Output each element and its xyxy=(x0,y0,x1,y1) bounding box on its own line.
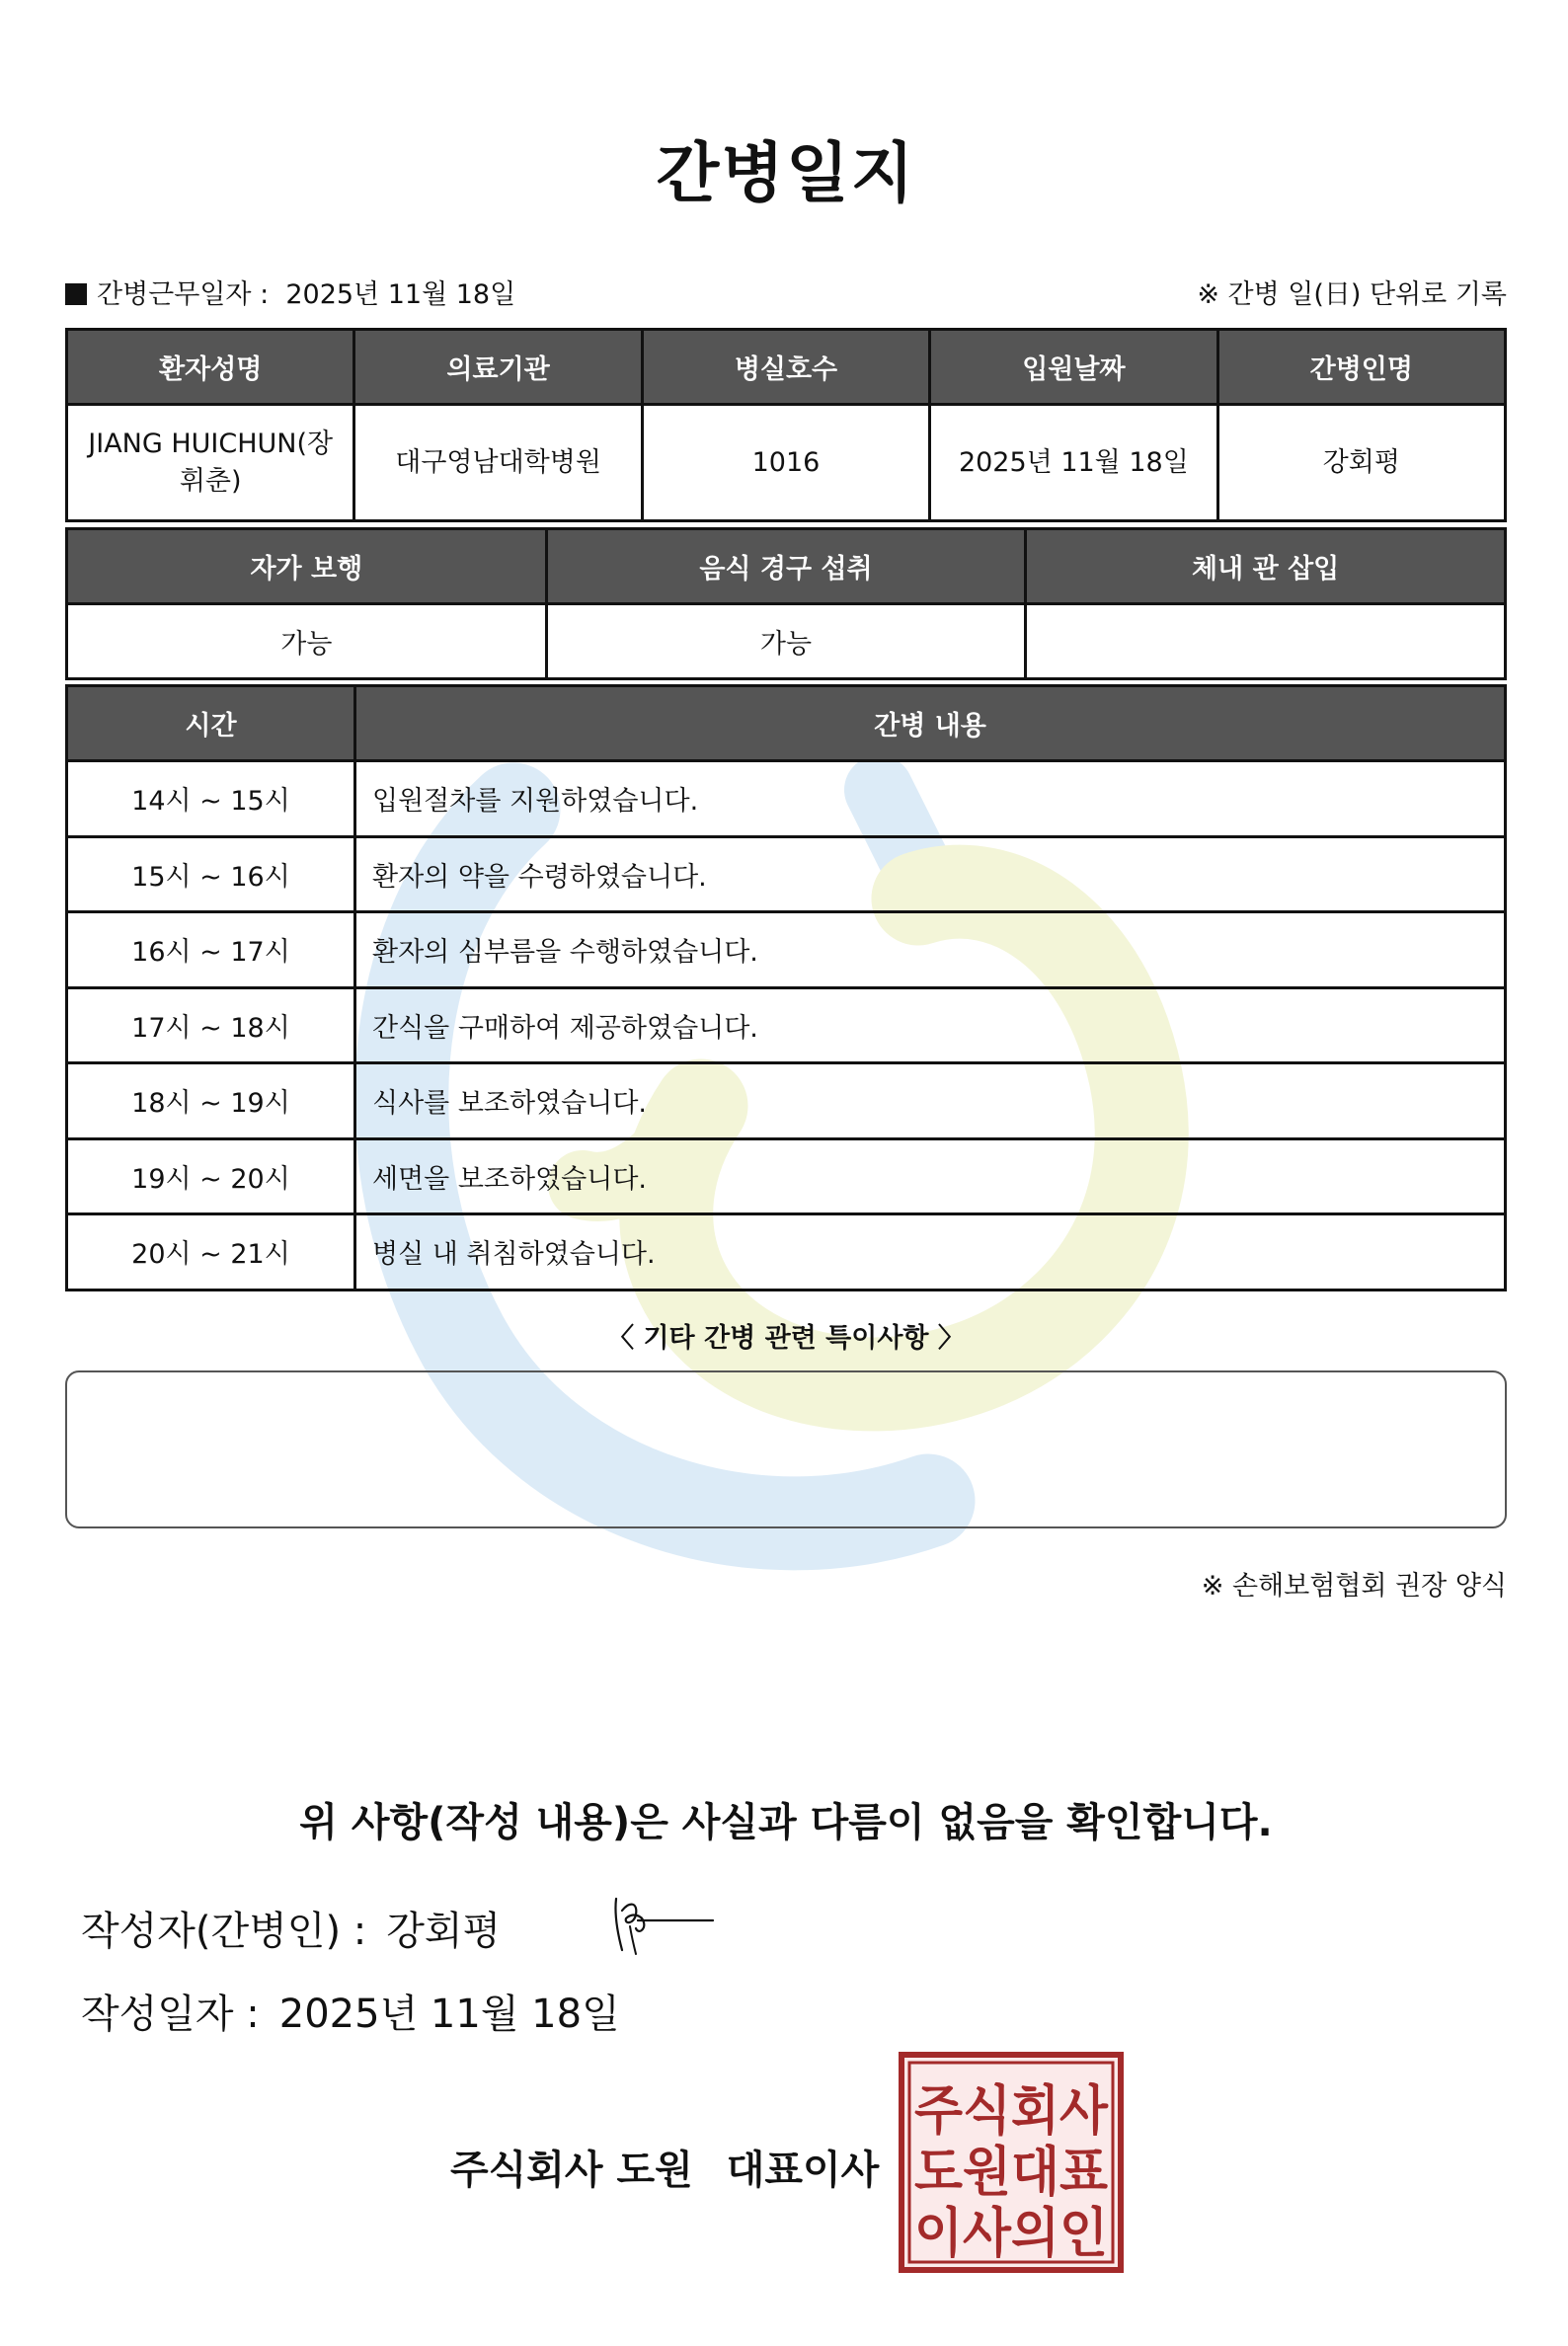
seal-line-3: 이사의인 xyxy=(914,2202,1108,2264)
written-date-label: 작성일자 : xyxy=(81,1992,260,2037)
log-time: 14시 ~ 15시 xyxy=(67,761,355,837)
remarks-box xyxy=(65,1370,1507,1528)
meta-row xyxy=(65,273,1507,312)
log-content: 입원절차를 지원하였습니다. xyxy=(355,761,1506,837)
remarks-title: 〈 기타 간병 관련 특이사항 〉 xyxy=(607,1323,965,1354)
square-bullet-icon xyxy=(65,283,87,305)
work-date-label: 간병근무일자 : xyxy=(97,279,270,310)
header-time: 시간 xyxy=(67,686,355,761)
header-care-content: 간병 내용 xyxy=(355,686,1506,761)
table-row xyxy=(67,1214,1506,1290)
log-time: 20시 ~ 21시 xyxy=(67,1214,355,1290)
log-time: 18시 ~ 19시 xyxy=(67,1063,355,1139)
table-row xyxy=(67,1063,1506,1139)
company-seal-icon xyxy=(899,2052,1124,2273)
log-content: 간식을 구매하여 제공하였습니다. xyxy=(355,987,1506,1063)
header-admission-date: 입원날짜 xyxy=(930,330,1217,405)
work-date-value: 2025년 11월 18일 xyxy=(285,279,516,310)
recommended-form-note: ※ 손해보험협회 권장 양식 xyxy=(1201,1571,1507,1602)
patient-name: JIANG HUICHUN(장휘춘) xyxy=(67,405,354,521)
writer-line xyxy=(81,1900,501,1956)
log-content: 세면을 보조하였습니다. xyxy=(355,1138,1506,1214)
table-row xyxy=(67,1138,1506,1214)
table-row xyxy=(67,912,1506,988)
header-self-walking: 자가 보행 xyxy=(67,529,547,604)
log-content: 병실 내 취침하였습니다. xyxy=(355,1214,1506,1290)
log-content: 환자의 약을 수령하였습니다. xyxy=(355,836,1506,912)
header-tube-insertion: 체내 관 삽입 xyxy=(1026,529,1506,604)
company-name: 주식회사 도원 xyxy=(450,2148,693,2193)
table-row xyxy=(67,987,1506,1063)
handwritten-signature-icon xyxy=(608,1891,717,1960)
header-oral-intake: 음식 경구 섭취 xyxy=(546,529,1026,604)
document-title: 간병일지 xyxy=(656,135,916,211)
header-room-number: 병실호수 xyxy=(642,330,929,405)
seal-line-2: 도원대표 xyxy=(914,2141,1108,2203)
company-title: 대표이사 xyxy=(726,2148,880,2193)
log-time: 19시 ~ 20시 xyxy=(67,1138,355,1214)
room-number: 1016 xyxy=(642,405,929,521)
patient-status-table xyxy=(65,527,1507,680)
log-time: 16시 ~ 17시 xyxy=(67,912,355,988)
caregiver-name: 강회평 xyxy=(1217,405,1505,521)
company-signature xyxy=(450,2139,879,2195)
header-hospital: 의료기관 xyxy=(354,330,642,405)
header-caregiver-name: 간병인명 xyxy=(1217,330,1505,405)
oral-intake: 가능 xyxy=(546,604,1026,679)
writer-label: 작성자(간병인) : xyxy=(81,1909,367,1954)
hospital: 대구영남대학병원 xyxy=(354,405,642,521)
log-time: 15시 ~ 16시 xyxy=(67,836,355,912)
care-log-table xyxy=(65,684,1507,1291)
writer-name: 강회평 xyxy=(386,1909,502,1954)
log-content: 환자의 심부름을 수행하였습니다. xyxy=(355,912,1506,988)
log-time: 17시 ~ 18시 xyxy=(67,987,355,1063)
record-unit-note: ※ 간병 일(日) 단위로 기록 xyxy=(1197,279,1507,310)
log-content: 식사를 보조하였습니다. xyxy=(355,1063,1506,1139)
patient-info-table xyxy=(65,328,1507,522)
admission-date: 2025년 11월 18일 xyxy=(930,405,1217,521)
confirmation-statement: 위 사항(작성 내용)은 사실과 다름이 없음을 확인합니다. xyxy=(299,1800,1273,1845)
tube-insertion xyxy=(1026,604,1506,679)
document-page xyxy=(65,0,1507,2346)
written-date-value: 2025년 11월 18일 xyxy=(278,1992,620,2037)
work-date xyxy=(65,273,515,311)
self-walking: 가능 xyxy=(67,604,547,679)
table-row xyxy=(67,761,1506,837)
written-date-line xyxy=(81,1983,620,2039)
header-patient-name: 환자성명 xyxy=(67,330,354,405)
seal-line-1: 주식회사 xyxy=(914,2079,1109,2142)
table-row xyxy=(67,836,1506,912)
